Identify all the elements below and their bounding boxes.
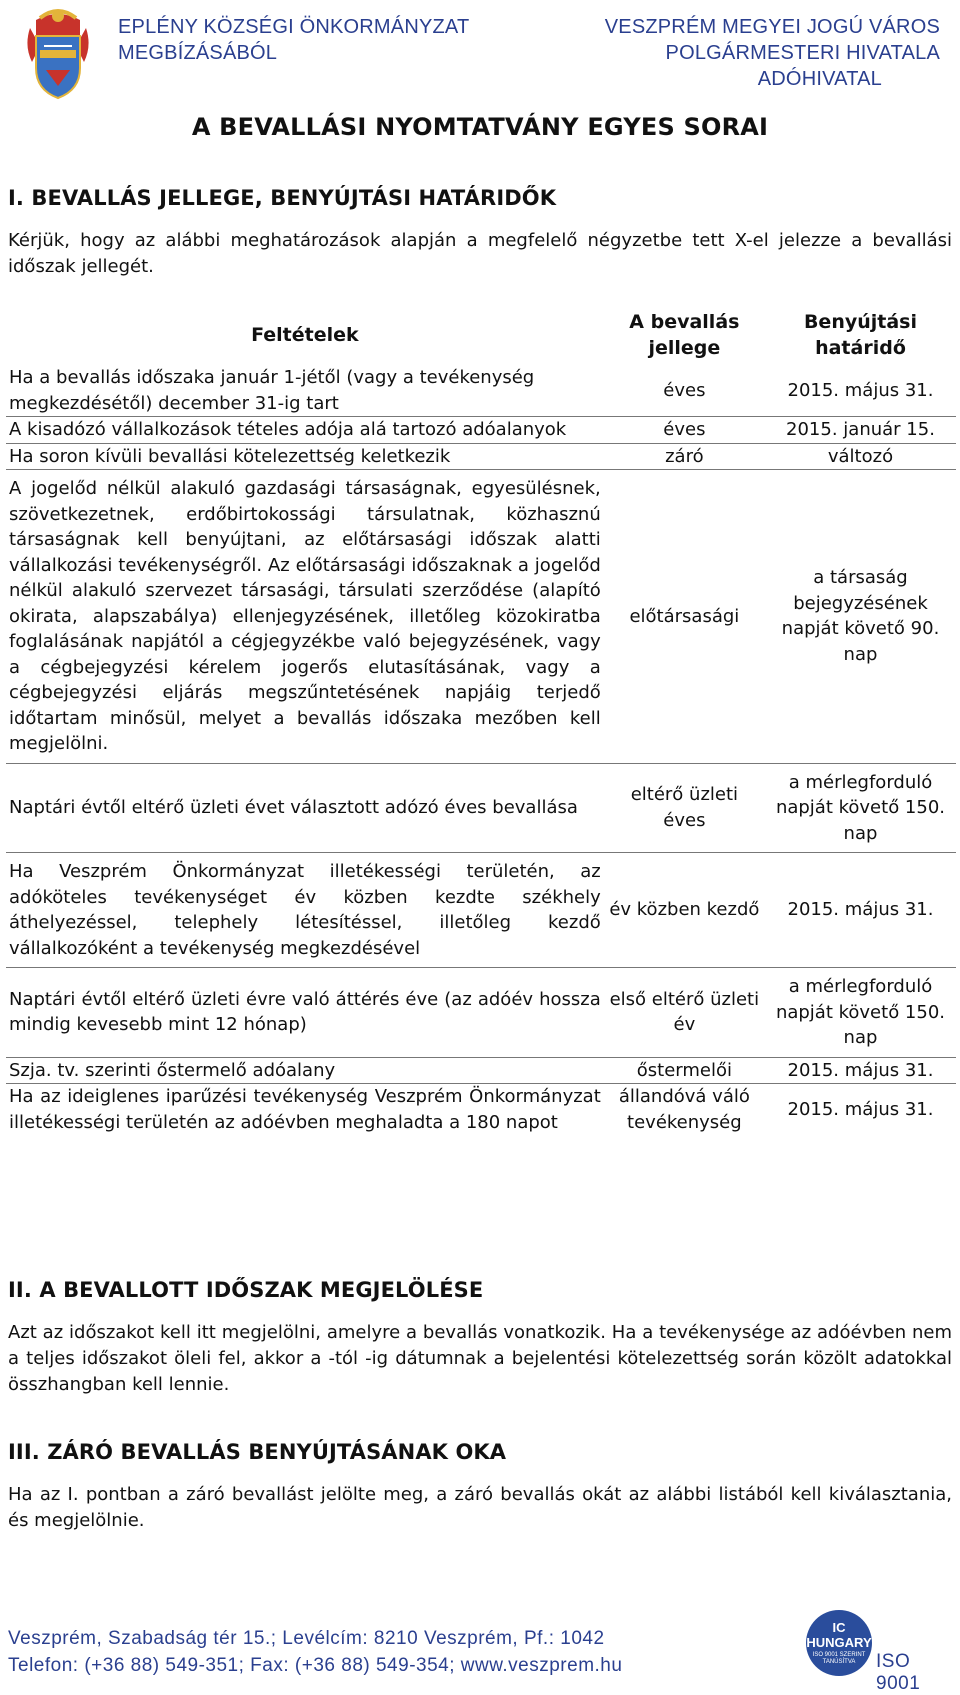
table-row [6, 1057, 956, 1084]
header-right-line-1: VESZPRÉM MEGYEI JOGÚ VÁROS [604, 16, 940, 38]
row-deadline: 2015. május 31. [787, 379, 934, 401]
row-type: záró [604, 443, 765, 470]
table-row [6, 443, 956, 470]
row-condition: A jogelőd nélkül alakuló gazdasági társaságnak, egyesülésnek, szövetkezetnek, erdőbirtokossági társulatnak, közhasznú társaságnak kell benyújtani, az előtársasági időszak alatti vállalkozási tevékenységről. Az előtársasági időszaknak a jogelőd nélkül alakuló szervezet társasági, társulati szerződése (alapító okirata, alapszabálya) ellenjegyzésének, illetőleg közokiratba foglalásának napjától a cégjegyzékbe való bejegyzésének, vagy a cégbejegyzési kérelem jogerős elutasításának, vagy a cégbejegyzési eljárás megszűntetésének napjáig terjedő időtartam minősül, melyet a bevallás időszaka mezőben kell megjelölni. [6, 470, 604, 764]
footer-contact: Telefon: (+36 88) 549-351; Fax: (+36 88) 549-354; www.veszprem.hu [8, 1655, 623, 1676]
section-1-heading: I. BEVALLÁS JELLEGE, BENYÚJTÁSI HATÁRIDŐK [8, 186, 557, 210]
row-type: éves [604, 417, 765, 444]
row-deadline: 2015. május 31. [765, 1084, 956, 1136]
table-row [6, 853, 956, 968]
office-name [590, 14, 940, 92]
municipality-name [118, 14, 518, 66]
badge-title: IC HUNGARY [806, 1620, 872, 1650]
row-deadline: a társaság bejegyzésének napját követő 90. nap [765, 470, 956, 764]
row-type: éves [663, 379, 706, 401]
table-row [6, 1084, 956, 1136]
row-deadline: 2015. május 31. [765, 853, 956, 968]
row-condition: Naptári évtől eltérő üzleti évet választott adózó éves bevallása [6, 763, 604, 853]
header-conditions: Feltételek [251, 323, 359, 346]
row-type: eltérő üzleti éves [604, 763, 765, 853]
header-filing-type: A bevallás jellege [629, 311, 740, 359]
row-condition: Ha az ideiglenes iparűzési tevékenység Veszprém Önkormányzat illetékességi területén az adóévben meghaladta a 180 napot [6, 1084, 604, 1136]
row-deadline: a mérlegforduló napját követő 150. nap [765, 968, 956, 1058]
row-type: őstermelői [604, 1057, 765, 1084]
header-deadline: Benyújtási határidő [803, 311, 917, 359]
header-left-line-2: MEGBÍZÁSÁBÓL [118, 42, 278, 64]
row-type: előtársasági [604, 470, 765, 764]
table-row [6, 470, 956, 764]
header-right-line-3: ADÓHIVATAL [757, 68, 882, 90]
section-2-heading: II. A BEVALLOTT IDŐSZAK MEGJELÖLÉSE [8, 1278, 484, 1302]
row-type: első eltérő üzleti év [604, 968, 765, 1058]
row-condition: A kisadózó vállalkozások tételes adója alá tartozó adóalanyok [6, 417, 604, 444]
header-right-line-2: POLGÁRMESTERI HIVATALA [665, 42, 940, 64]
certification-badge-icon [806, 1610, 872, 1676]
table-row [6, 968, 956, 1058]
header-left-line-1: EPLÉNY KÖZSÉGI ÖNKORMÁNYZAT [118, 16, 470, 38]
page-title: A BEVALLÁSI NYOMTATVÁNY EGYES SORAI [191, 113, 769, 141]
row-deadline: 2015. január 15. [765, 417, 956, 444]
document-header [0, 0, 960, 110]
document-footer [8, 1625, 622, 1679]
row-condition: Ha soron kívüli bevallási kötelezettség keletkezik [6, 443, 604, 470]
row-condition: Szja. tv. szerinti őstermelő adóalany [6, 1057, 604, 1084]
row-type: év közben kezdő [604, 853, 765, 968]
table-row [6, 417, 956, 444]
row-condition: Ha a bevallás időszaka január 1-jétől (vagy a tevékenység megkezdésétől) december 31-ig tart [9, 367, 535, 414]
table-row [6, 763, 956, 853]
row-deadline: változó [765, 443, 956, 470]
filing-types-table [6, 306, 956, 1135]
table-header-row [6, 306, 956, 365]
section-2-text: Azt az időszakot kell itt megjelölni, amelyre a bevallás vonatkozik. Ha a tevékenysége az adóévben nem a teljes időszakot öleli fel, akkor a -tól -ig dátumnak a bejelentési kötelezettség során közölt adatokkal összhangban kell lennie. [8, 1322, 952, 1395]
footer-address: Veszprém, Szabadság tér 15.; Levélcím: 8210 Veszprém, Pf.: 1042 [8, 1628, 605, 1649]
row-condition: Ha Veszprém Önkormányzat illetékességi területén, az adóköteles tevékenységet év közben kezdte székhely áthelyezéssel, telephely létesítéssel, illetőleg kezdő vállalkozóként a tevékenység megkezdésével [6, 853, 604, 968]
section-1-intro: Kérjük, hogy az alábbi meghatározások alapján a megfelelő négyzetbe tett X-el jelezze a bevallási időszak jellegét. [8, 230, 952, 277]
section-3-text: Ha az I. pontban a záró bevallást jelölte meg, a záró bevallás okát az alábbi listából kell kiválasztania, és megjelölnie. [8, 1484, 952, 1531]
coat-of-arms-icon [26, 6, 90, 102]
row-condition: Naptári évtől eltérő üzleti évre való áttérés éve (az adóév hossza mindig kevesebb mint 12 hónap) [6, 968, 604, 1058]
table-row [6, 365, 956, 417]
row-deadline: 2015. május 31. [765, 1057, 956, 1084]
row-type: állandóvá váló tevékenység [604, 1084, 765, 1136]
section-3-heading: III. ZÁRÓ BEVALLÁS BENYÚJTÁSÁNAK OKA [8, 1440, 507, 1464]
iso-label: ISO 9001 [876, 1651, 921, 1694]
badge-subtitle: ISO 9001 SZERINT TANÚSÍTVA [812, 1652, 866, 1665]
row-deadline: a mérlegforduló napját követő 150. nap [765, 763, 956, 853]
